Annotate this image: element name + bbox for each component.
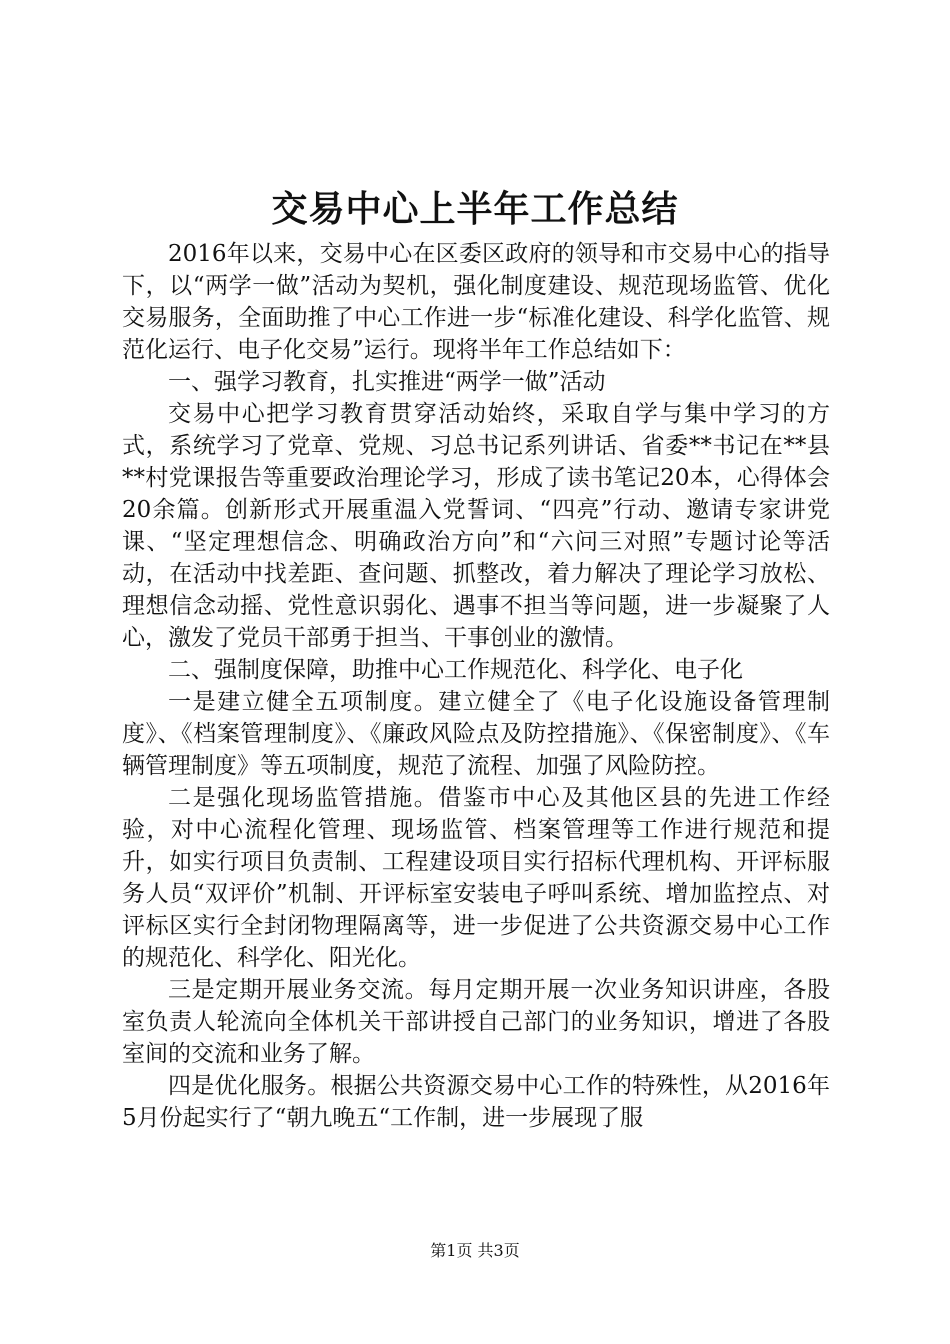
paragraph-item-1: 一是建立健全五项制度。建立健全了《电子化设施设备管理制度》、《档案管理制度》、《廉政风险点及防控措施》、《保密制度》、《车辆管理制度》等五项制度，规范了流程、加强了风险防控。 <box>122 689 830 779</box>
document-body <box>122 238 830 1134</box>
paragraph-intro: 2016年以来，交易中心在区委区政府的领导和市交易中心的指导下，以“两学一做”活动为契机，强化制度建设、规范现场监管、优化交易服务，全面助推了中心工作进一步“标准化建设、科学化监管、规范化运行、电子化交易”运行。现将半年工作总结如下： <box>122 241 830 363</box>
heading-section-2: 二、强制度保障，助推中心工作规范化、科学化、电子化 <box>168 657 743 683</box>
paragraph-section-1: 交易中心把学习教育贯穿活动始终，采取自学与集中学习的方式，系统学习了党章、党规、习总书记系列讲话、省委**书记在**县**村党课报告等重要政治理论学习，形成了读书笔记20本，心得体会20余篇。创新形式开展重温入党誓词、“四亮”行动、邀请专家讲党课、“坚定理想信念、明确政治方向”和“六问三对照”专题讨论等活动，在活动中找差距、查问题、抓整改，着力解决了理论学习放松、理想信念动摇、党性意识弱化、遇事不担当等问题，进一步凝聚了人心，激发了党员干部勇于担当、干事创业的激情。 <box>122 401 830 651</box>
paragraph-item-4: 四是优化服务。根据公共资源交易中心工作的特殊性，从2016年5月份起实行了“朝九晚五“工作制，进一步展现了服 <box>122 1073 830 1131</box>
paragraph-item-3: 三是定期开展业务交流。每月定期开展一次业务知识讲座，各股室负责人轮流向全体机关干部讲授自己部门的业务知识，增进了各股室间的交流和业务了解。 <box>122 977 830 1067</box>
paragraph-item-2: 二是强化现场监管措施。借鉴市中心及其他区县的先进工作经验，对中心流程化管理、现场监管、档案管理等工作进行规范和提升，如实行项目负责制、工程建设项目实行招标代理机构、开评标服务人员“双评价”机制、开评标室安装电子呼叫系统、增加监控点、对评标区实行全封闭物理隔离等，进一步促进了公共资源交易中心工作的规范化、科学化、阳光化。 <box>122 785 830 971</box>
page-number-footer: 第1页 共3页 <box>430 1241 520 1260</box>
heading-section-1: 一、强学习教育，扎实推进“两学一做”活动 <box>168 369 606 395</box>
document-title: 交易中心上半年工作总结 <box>271 189 679 230</box>
